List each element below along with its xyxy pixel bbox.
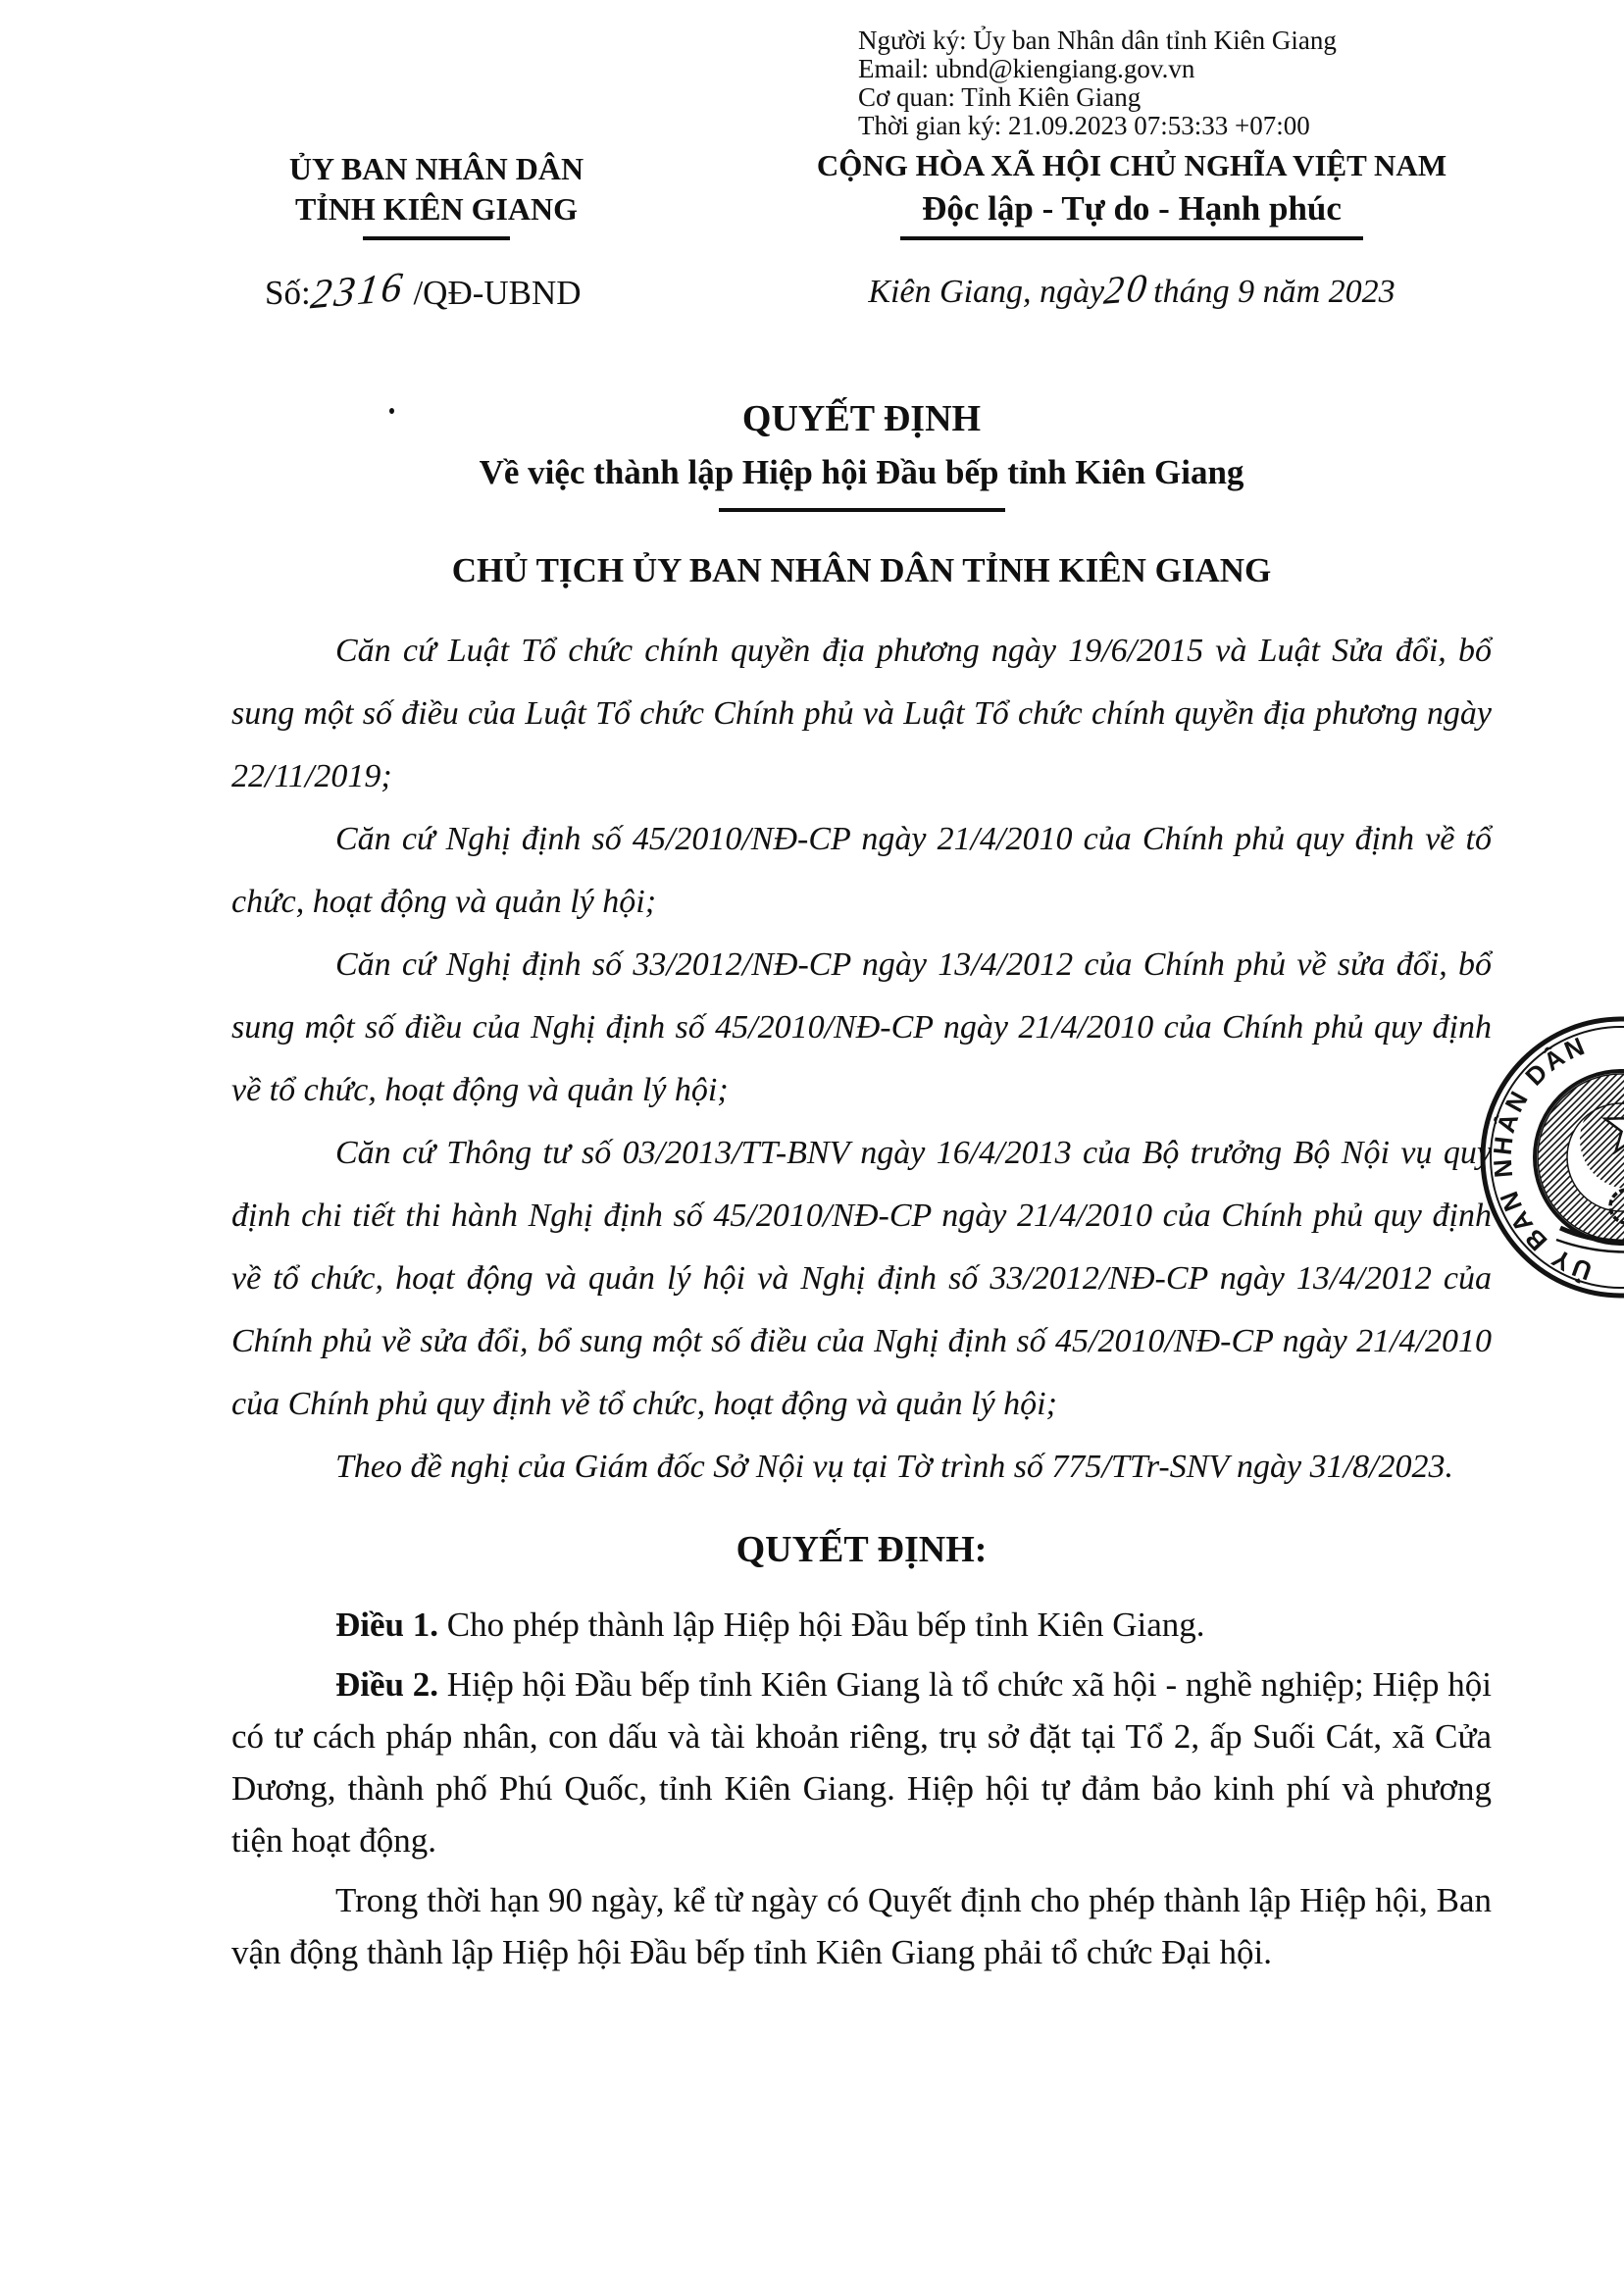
dateline-handwritten-day: 20	[1101, 265, 1152, 313]
article-2-label: Điều 2.	[335, 1665, 439, 1704]
document-kind-title: QUYẾT ĐỊNH	[741, 398, 982, 439]
dateline-suffix: tháng 9 năm 2023	[1153, 274, 1396, 310]
decision-heading: QUYẾT ĐỊNH:	[736, 1529, 988, 1570]
article-2	[231, 1658, 1492, 1866]
document-subject: Về việc thành lập Hiệp hội Đầu bếp tỉnh Kiên Giang	[479, 453, 1244, 491]
doc-number-suffix: /QĐ-UBND	[413, 274, 582, 312]
seal-arc-text: ỦY BAN NHÂN DÂN	[1487, 1030, 1597, 1287]
signature-signer: Người ký: Ủy ban Nhân dân tỉnh Kiên Giang	[858, 26, 1337, 55]
article-2-text: Hiệp hội Đầu bếp tỉnh Kiên Giang là tổ chức xã hội - nghề nghiệp; Hiệp hội có tư cách pháp nhân, con dấu và tài khoản riêng, trụ sở đặt tại Tổ 2, ấp Suối Cát, xã Cửa Dương, thành phố Phú Quốc, tỉnh Kiên Giang. Hiệp hội tự đảm bảo kinh phí và phương tiện hoạt động.	[231, 1665, 1492, 1860]
preamble-paragraph: Căn cứ Thông tư số 03/2013/TT-BNV ngày 16/4/2013 của Bộ trưởng Bộ Nội vụ quy định chi tiết thi hành Nghị định số 45/2010/NĐ-CP ngày 21/4/2010 của Chính phủ quy định về tổ chức, hoạt động và quản lý hội và Nghị định số 33/2012/NĐ-CP ngày 13/4/2012 của Chính phủ về sửa đổi, bổ sung một số điều của Nghị định số 45/2010/NĐ-CP ngày 21/4/2010 của Chính phủ quy định về tổ chức, hoạt động và quản lý hội;	[231, 1135, 1492, 1422]
signature-agency: Cơ quan: Tỉnh Kiên Giang	[858, 82, 1142, 112]
doc-number-prefix: Số:	[265, 274, 311, 312]
preamble-paragraph: Căn cứ Luật Tổ chức chính quyền địa phương ngày 19/6/2015 và Luật Sửa đổi, bổ sung một số điều của Luật Tổ chức Chính phủ và Luật Tổ chức chính quyền địa phương ngày 22/11/2019;	[231, 633, 1492, 794]
preamble-paragraph: Căn cứ Nghị định số 33/2012/NĐ-CP ngày 13/4/2012 của Chính phủ về sửa đổi, bổ sung một số điều của Nghị định số 45/2010/NĐ-CP ngày 21/4/2010 của Chính phủ quy định về tổ chức, hoạt động và quản lý hội;	[231, 946, 1492, 1108]
articles-section	[231, 1599, 1492, 1978]
republic-rule	[900, 236, 1363, 240]
issuer-name-line1: ỦY BAN NHÂN DÂN	[288, 151, 584, 186]
issuer-rule	[363, 236, 510, 240]
issuing-authority-title: CHỦ TỊCH ỦY BAN NHÂN DÂN TỈNH KIÊN GIANG	[451, 551, 1272, 589]
article-2-followup: Trong thời hạn 90 ngày, kể từ ngày có Quyết định cho phép thành lập Hiệp hội, Ban vận động thành lập Hiệp hội Đầu bếp tỉnh Kiên Giang phải tổ chức Đại hội.	[231, 1881, 1492, 1971]
article-1-text: Cho phép thành lập Hiệp hội Đầu bếp tỉnh Kiên Giang.	[438, 1606, 1205, 1644]
dateline	[753, 265, 1510, 313]
doc-number-handwritten: 2316	[308, 264, 408, 319]
signature-email: Email: ubnd@kiengiang.gov.vn	[858, 54, 1195, 83]
article-1	[231, 1599, 1492, 1651]
preamble-paragraph: Theo đề nghị của Giám đốc Sở Nội vụ tại Tờ trình số 775/TTr-SNV ngày 31/8/2023.	[335, 1449, 1454, 1485]
preamble-section	[231, 620, 1492, 1499]
issuer-name-line2: TỈNH KIÊN GIANG	[294, 191, 579, 227]
dateline-prefix: Kiên Giang, ngày	[868, 274, 1105, 310]
issuer-block	[240, 149, 633, 240]
republic-block	[753, 147, 1510, 311]
document-number	[265, 264, 582, 319]
article-1-label: Điều 1.	[335, 1606, 438, 1644]
digital-signature-block	[858, 26, 1337, 140]
preamble-paragraph: Căn cứ Nghị định số 45/2010/NĐ-CP ngày 21/4/2010 của Chính phủ quy định về tổ chức, hoạt động và quản lý hội;	[231, 821, 1492, 920]
republic-line2: Độc lập - Tự do - Hạnh phúc	[922, 189, 1342, 228]
republic-line1: CỘNG HÒA XÃ HỘI CHỦ NGHĨA VIỆT NAM	[816, 148, 1447, 182]
subject-rule	[719, 508, 1005, 512]
signature-time: Thời gian ký: 21.09.2023 07:53:33 +07:00	[858, 111, 1310, 140]
document-body	[231, 396, 1492, 1986]
